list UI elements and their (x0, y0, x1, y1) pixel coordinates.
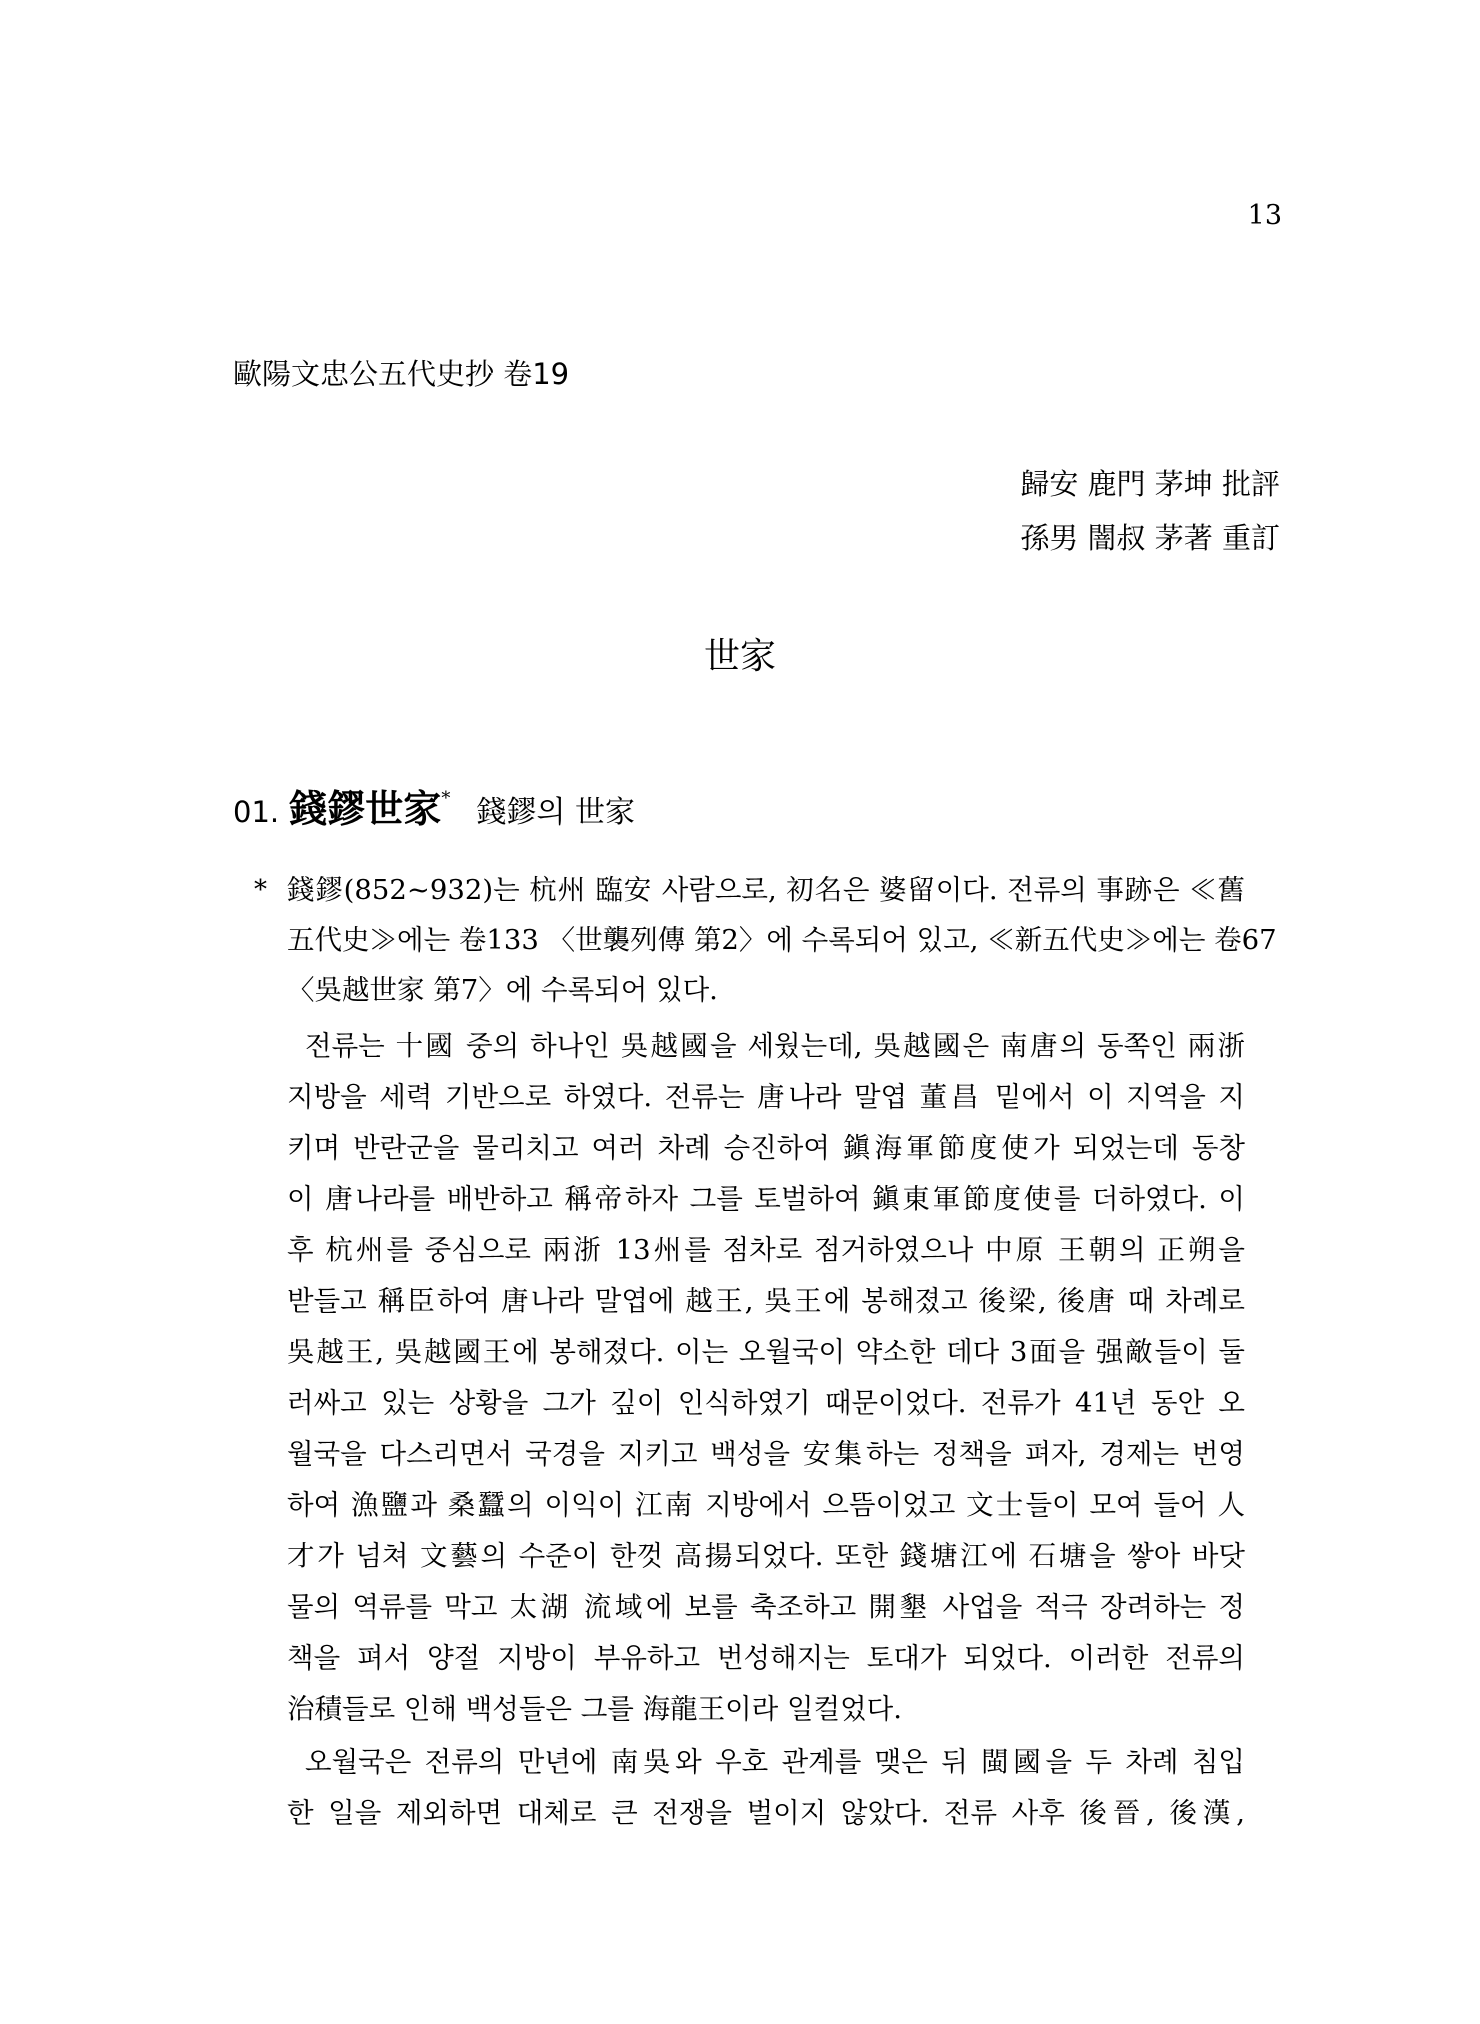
chapter-title: 錢鏐世家 (289, 786, 442, 831)
paragraph-line: 물의 역류를 막고 太湖 流域에 보를 축조하고 開墾 사업을 적극 장려하는 정 (287, 1591, 1245, 1623)
chapter-number: 01. (233, 795, 280, 829)
paragraph-line: 才가 넘쳐 文藝의 수준이 한껏 高揚되었다. 또한 錢塘江에 石塘을 쌓아 바닷 (287, 1540, 1245, 1572)
paragraph-line: 하여 漁鹽과 桑蠶의 이익이 江南 지방에서 으뜸이었고 文士들이 모여 들어 人 (287, 1489, 1245, 1521)
paragraph-line: 吳越王, 吳越國王에 봉해졌다. 이는 오월국이 약소한 데다 3面을 强敵들이 둘 (287, 1336, 1245, 1368)
paragraph-line: 한 일을 제외하면 대체로 큰 전쟁을 벌이지 않았다. 전류 사후 後晉, 後漢, (287, 1797, 1245, 1829)
credit-line: 歸安 鹿門 茅坤 批評 (1020, 467, 1280, 501)
paragraph-line: 러싸고 있는 상황을 그가 깊이 인식하였기 때문이었다. 전류가 41년 동안 오 (287, 1387, 1245, 1419)
page-number: 13 (1247, 200, 1282, 231)
chapter-subtitle: 錢鏐의 世家 (476, 795, 636, 830)
paragraph-line: 오월국은 전류의 만년에 南吳와 우호 관계를 맺은 뒤 閩國을 두 차례 침입 (305, 1746, 1245, 1778)
credit-line: 孫男 闇叔 茅著 重訂 (1020, 521, 1280, 555)
footnote-line: 錢鏐(852~932)는 杭州 臨安 사람으로, 初名은 婆留이다. 전류의 事跡은 ≪舊 (287, 874, 1245, 906)
paragraph-line: 책을 펴서 양절 지방이 부유하고 번성해지는 토대가 되었다. 이러한 전류의 (287, 1642, 1245, 1674)
footnote-marker: * (254, 875, 267, 905)
book-title: 歐陽文忠公五代史抄 卷19 (233, 357, 570, 391)
footnote-line: 〈吳越世家 第7〉에 수록되어 있다. (287, 974, 718, 1006)
chapter-heading (233, 778, 635, 833)
paragraph-line: 지방을 세력 기반으로 하였다. 전류는 唐나라 말엽 董昌 밑에서 이 지역을 지 (287, 1081, 1245, 1113)
paragraph-line: 전류는 十國 중의 하나인 吳越國을 세웠는데, 吳越國은 南唐의 동쪽인 兩浙 (305, 1030, 1245, 1062)
footnote-line: 五代史≫에는 卷133 〈世襲列傳 第2〉에 수록되어 있고, ≪新五代史≫에는 卷67 (287, 924, 1277, 956)
paragraph-line: 월국을 다스리면서 국경을 지키고 백성을 安集하는 정책을 펴자, 경제는 번영 (287, 1438, 1245, 1470)
footnote-reference: * (441, 788, 451, 809)
paragraph-line: 키며 반란군을 물리치고 여러 차례 승진하여 鎭海軍節度使가 되었는데 동창 (287, 1132, 1245, 1164)
paragraph-line: 받들고 稱臣하여 唐나라 말엽에 越王, 吳王에 봉해졌고 後梁, 後唐 때 차례로 (287, 1285, 1245, 1317)
paragraph-line: 治積들로 인해 백성들은 그를 海龍王이라 일컬었다. (287, 1693, 902, 1725)
paragraph-line: 후 杭州를 중심으로 兩浙 13州를 점차로 점거하였으나 中原 王朝의 正朔을 (287, 1234, 1245, 1266)
paragraph-line: 이 唐나라를 배반하고 稱帝하자 그를 토벌하여 鎭東軍節度使를 더하였다. 이 (287, 1183, 1245, 1215)
section-title: 世家 (703, 636, 776, 677)
